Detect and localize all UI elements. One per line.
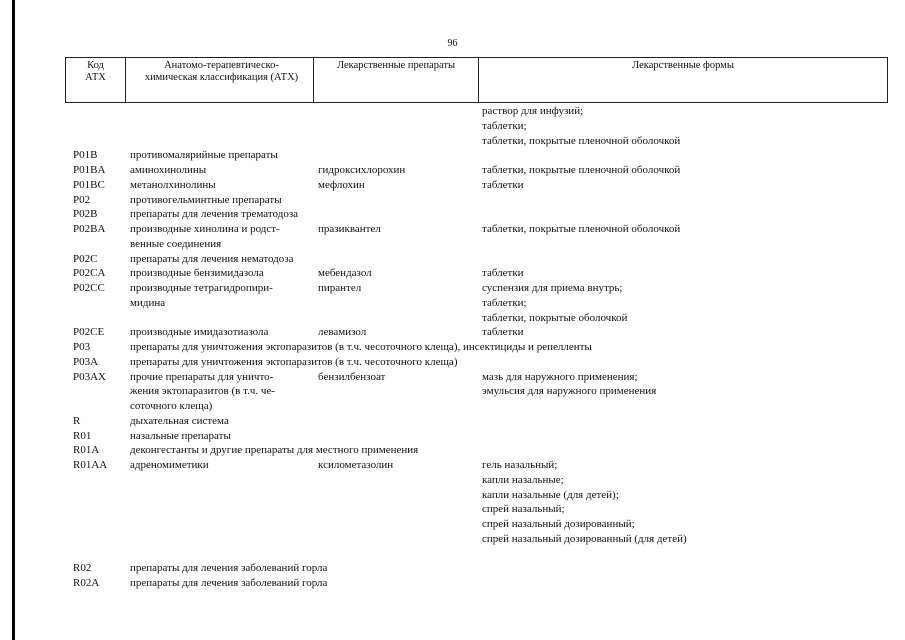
row-code: R01AA <box>73 459 108 471</box>
table-row <box>0 532 905 547</box>
table-row <box>0 325 905 340</box>
row-code: R <box>73 414 81 427</box>
table-row <box>0 384 905 399</box>
row-form: капли назальные (для детей); <box>482 488 619 501</box>
row-classification: деконгестанты и другие препараты для местного применения <box>130 444 419 457</box>
row-code: P02CC <box>73 282 105 294</box>
row-code: R02 <box>73 562 92 575</box>
header-code: Код АТХ <box>66 58 126 103</box>
table-row <box>0 399 905 414</box>
row-classification: назальные препараты <box>130 429 231 442</box>
table-row <box>0 340 905 355</box>
row-classification: производные хинолина и родст- <box>130 223 280 235</box>
row-form: раствор для инфузий; <box>482 105 584 117</box>
table-header <box>65 57 888 103</box>
row-classification: препараты для лечения заболеваний горла <box>130 577 328 589</box>
table-row <box>0 148 905 163</box>
table-row <box>0 252 905 267</box>
row-form: таблетки <box>482 178 524 191</box>
row-classification: препараты для лечения нематодоза <box>130 252 294 265</box>
table-row <box>0 429 905 444</box>
row-classification: производные бензимидазола <box>130 267 264 280</box>
row-code: R01 <box>73 429 92 442</box>
row-classification: производные имидазотиазола <box>130 326 269 339</box>
table-row <box>0 119 905 134</box>
row-code: P02BA <box>73 223 106 235</box>
table-row <box>0 473 905 488</box>
row-form: суспензия для приема внутрь; <box>482 282 623 294</box>
row-classification: адреномиметики <box>130 459 209 471</box>
row-drug: ксилометазолин <box>318 459 394 471</box>
header-forms: Лекарственные формы <box>479 58 888 103</box>
row-classification: противогельминтные препараты <box>130 193 282 206</box>
row-code: P02 <box>73 193 91 206</box>
row-code: P02CA <box>73 267 106 280</box>
table-row <box>0 281 905 296</box>
row-code: P01B <box>73 149 98 162</box>
row-form: таблетки, покрытые пленочной оболочкой <box>482 164 681 176</box>
row-form: таблетки, покрытые оболочкой <box>482 311 628 324</box>
row-form: эмульсия для наружного применения <box>482 385 657 398</box>
table-row <box>0 193 905 208</box>
row-drug: празиквантел <box>318 223 381 235</box>
row-classification: жения эктопаразитов (в т.ч. че- <box>130 385 275 398</box>
row-classification: препараты для уничтожения эктопаразитов (в т.ч. чесоточного клеща) <box>130 355 458 368</box>
table-row <box>0 311 905 326</box>
row-classification: препараты для уничтожения эктопаразитов (в т.ч. чесоточного клеща), инсектициды и репелленты <box>130 341 592 353</box>
table-row <box>0 104 905 119</box>
row-classification: венные соединения <box>130 237 222 250</box>
table-row <box>0 517 905 532</box>
row-code: P03AX <box>73 370 107 383</box>
table-row <box>0 502 905 517</box>
row-drug: бензилбензоат <box>318 370 386 383</box>
row-code: R02A <box>73 577 100 589</box>
table-row <box>0 576 905 591</box>
header-drugs: Лекарственные препараты <box>314 58 479 103</box>
table-row <box>0 266 905 281</box>
row-form: таблетки <box>482 326 524 339</box>
row-drug: гидроксихлорохин <box>318 164 406 176</box>
table-row <box>0 488 905 503</box>
row-form: таблетки <box>482 267 524 280</box>
row-classification: препараты для лечения трематодоза <box>130 208 299 221</box>
row-code: P02CE <box>73 326 105 339</box>
table-row <box>0 561 905 576</box>
row-form: капли назальные; <box>482 473 564 486</box>
row-code: P01BA <box>73 164 106 176</box>
table-row <box>0 458 905 473</box>
table-row <box>0 547 905 562</box>
row-code: P01BC <box>73 178 105 191</box>
row-form: гель назальный; <box>482 459 558 471</box>
row-form: спрей назальный дозированный (для детей) <box>482 532 687 545</box>
row-drug: пирантел <box>318 282 362 294</box>
row-form: таблетки, покрытые пленочной оболочкой <box>482 223 681 235</box>
row-form: спрей назальный; <box>482 503 565 516</box>
row-classification: дыхательная система <box>130 414 229 427</box>
table-row <box>0 134 905 149</box>
row-code: P02B <box>73 208 98 221</box>
row-classification: мидина <box>130 296 166 309</box>
row-classification: соточного клеща) <box>130 400 213 412</box>
table-row <box>0 355 905 370</box>
row-drug: мефлохин <box>318 178 365 191</box>
table-row <box>0 370 905 385</box>
row-form: таблетки, покрытые пленочной оболочкой <box>482 134 681 147</box>
table-row <box>0 163 905 178</box>
table-row <box>0 207 905 222</box>
page-number: 96 <box>447 38 458 49</box>
row-code: R01A <box>73 444 100 457</box>
table-row <box>0 296 905 311</box>
row-code: P02C <box>73 252 98 265</box>
row-drug: левамизол <box>318 326 367 339</box>
row-classification: прочие препараты для уничто- <box>130 370 274 383</box>
table-row <box>0 222 905 237</box>
row-code: P03A <box>73 355 99 368</box>
row-classification: препараты для лечения заболеваний горла <box>130 562 328 575</box>
header-classification: Анатомо-терапевтическо-химическая классификация (АТХ) <box>126 58 314 103</box>
row-form: таблетки; <box>482 296 527 309</box>
table-row <box>0 237 905 252</box>
table-row <box>0 178 905 193</box>
row-classification: противомалярийные препараты <box>130 149 278 162</box>
row-classification: метанолхинолины <box>130 178 216 191</box>
table-row <box>0 443 905 458</box>
row-form: спрей назальный дозированный; <box>482 518 635 530</box>
row-drug: мебендазол <box>318 267 372 280</box>
row-form: таблетки; <box>482 119 527 132</box>
table-row <box>0 414 905 429</box>
row-code: P03 <box>73 341 91 353</box>
row-classification: аминохинолины <box>130 164 207 176</box>
row-form: мазь для наружного применения; <box>482 370 638 383</box>
row-classification: производные тетрагидропири- <box>130 282 273 294</box>
